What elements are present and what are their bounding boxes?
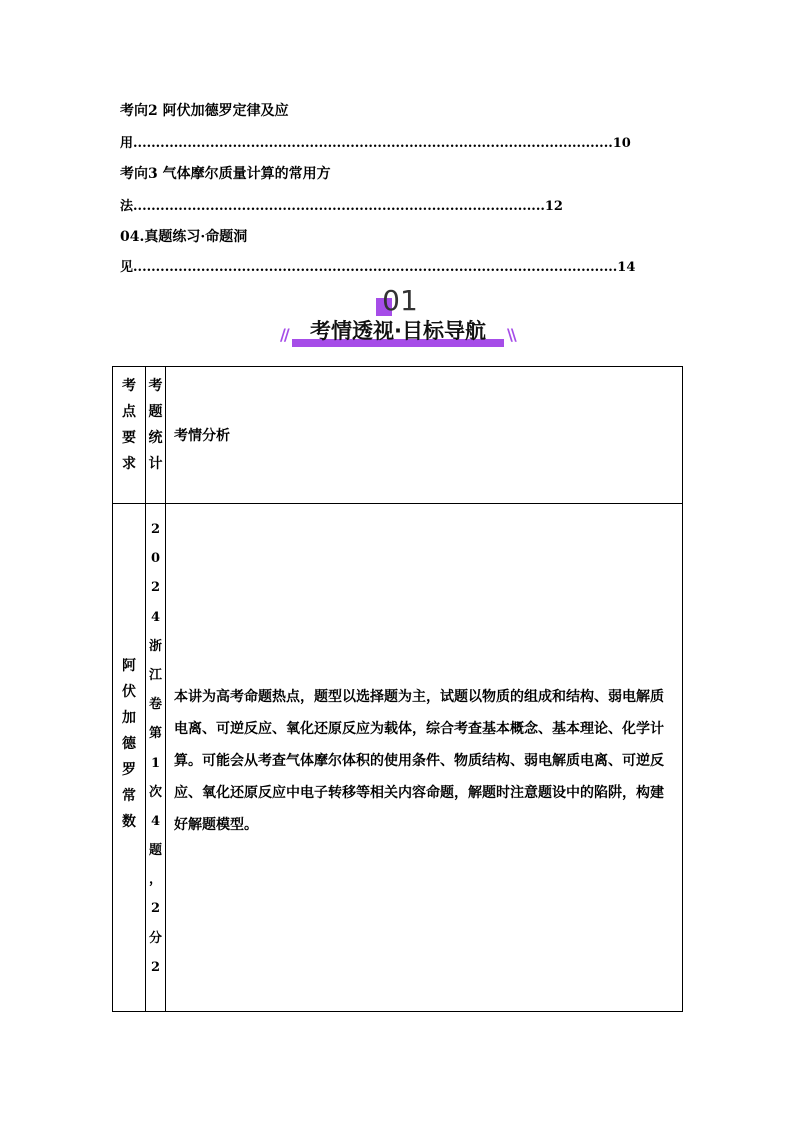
header-col3: 考情分析 [174, 428, 230, 444]
stats-char: 卷 [148, 697, 162, 713]
topic-char: 伏 [122, 684, 136, 700]
stats-char: 2 [150, 580, 161, 596]
topic-char: 加 [122, 710, 136, 726]
row-divider [113, 503, 682, 504]
toc-page-number: 10 [612, 136, 631, 151]
left-slash-decoration: // [280, 325, 288, 344]
topic-char: 罗 [122, 762, 136, 778]
stats-char: 分 [148, 930, 162, 946]
right-slash-decoration: \\ [507, 325, 515, 344]
toc-entry-tail: 见 [120, 260, 134, 275]
header-char: 统 [148, 430, 163, 446]
header-char: 求 [122, 456, 136, 472]
stats-char: 2 [150, 901, 161, 917]
stats-cell [146, 515, 165, 982]
toc-leader: ........................................................................................................... [133, 260, 618, 275]
toc-leader: ........................................................................................... [133, 199, 545, 214]
toc-entry-title[interactable]: 04.真题练习·命题洞 [120, 229, 248, 245]
toc-entry-title[interactable]: 考向3 气体摩尔质量计算的常用方 [120, 166, 331, 182]
toc-entry-tail: 法 [120, 199, 134, 214]
stats-char: 次 [148, 784, 162, 800]
header-char: 计 [148, 456, 163, 472]
analysis-cell: 本讲为高考命题热点，题型以选择题为主，试题以物质的组成和结构、弱电解质电离、可逆反应、氧化还原反应为载体，综合考查基本概念、基本理论、化学计算。可能会从考查气体摩尔体积的使用条件、物质结构、弱电解质电离、可逆反应、氧化还原反应中电子转移等相关内容命题，解题时注意题设中的陷阱，构建好解题模型。 [174, 689, 664, 833]
toc-leader: .......................................................................................................... [133, 136, 613, 151]
header-char: 要 [122, 430, 136, 446]
stats-char: 4 [150, 609, 161, 625]
header-col1 [113, 373, 145, 477]
stats-char: 4 [150, 813, 161, 829]
stats-char: 题 [148, 843, 162, 859]
header-char: 考 [122, 378, 136, 394]
col-divider [165, 367, 166, 1011]
header-col2 [146, 373, 165, 477]
topic-char: 常 [122, 788, 136, 804]
stats-char: 1 [150, 755, 161, 771]
exam-analysis-table [112, 366, 683, 1012]
topic-char: 德 [122, 736, 136, 752]
stats-char: 第 [148, 726, 162, 742]
topic-char: 数 [122, 814, 136, 830]
topic-char: 阿 [122, 658, 136, 674]
stats-char: 2 [150, 522, 161, 537]
topic-cell [113, 653, 145, 835]
toc-entry-dots[interactable] [120, 135, 631, 153]
stats-char: 江 [148, 667, 162, 683]
toc-entry-tail: 用 [120, 136, 134, 151]
toc-entry-title[interactable]: 考向2 阿伏加德罗定律及应 [120, 103, 289, 119]
section-title: 考情透视·目标导航 [310, 319, 486, 343]
toc-page-number: 12 [544, 199, 563, 214]
stats-char: 浙 [148, 638, 162, 654]
stats-char: 0 [150, 551, 161, 567]
toc-entry-dots[interactable] [120, 198, 563, 216]
stats-char: ， [148, 872, 162, 888]
header-char: 题 [148, 404, 163, 420]
stats-char: 2 [150, 959, 161, 975]
toc-page-number: 14 [617, 260, 636, 275]
section-number: 01 [382, 284, 418, 317]
header-char: 考 [148, 378, 163, 394]
toc-entry-dots[interactable] [120, 259, 635, 277]
header-char: 点 [122, 404, 136, 420]
